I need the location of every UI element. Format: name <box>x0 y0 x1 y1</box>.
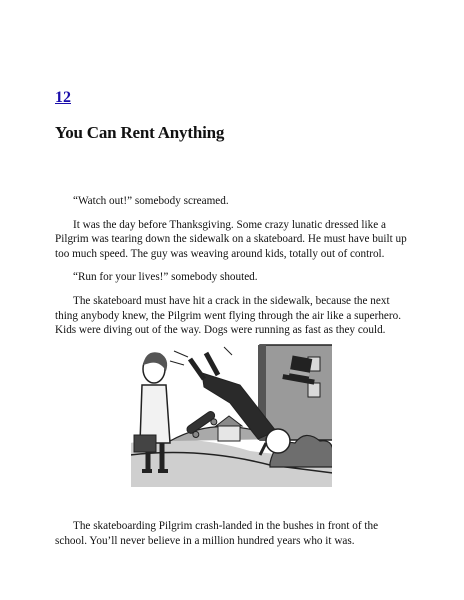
pilgrim-leg <box>206 353 218 375</box>
paragraph: “Run for your lives!” somebody shouted. <box>73 271 258 284</box>
body-text-bottom <box>55 519 411 557</box>
pilgrim-head <box>266 429 290 453</box>
pilgrim-skateboard-illustration <box>130 343 333 488</box>
building-window <box>308 383 320 397</box>
paragraph: The skateboard must have hit a crack in the sidewalk, because the next thing anybody knew, the Pilgrim went flying through the air like a superhero. Kids were diving out of the way. Dogs were running as fast as they could. <box>55 294 402 337</box>
chapter-number-link[interactable]: 12 <box>55 89 71 106</box>
motion-lines <box>170 347 232 365</box>
paragraph: It was the day before Thanksgiving. Some crazy lunatic dressed like a Pilgrim was tearing down the sidewalk on a skateboard. He must have built up too much speed. The guy was weaving around kids, totally out of control. <box>55 218 407 260</box>
body-text-top <box>55 194 411 347</box>
paragraph: The skateboarding Pilgrim crash-landed in the bushes in front of the school. You’ll never believe in a million hundred years who it was. <box>55 520 379 547</box>
briefcase <box>134 435 156 452</box>
pilgrim-leg <box>190 359 204 379</box>
kid-body <box>140 385 170 443</box>
house-roof <box>216 416 242 426</box>
house <box>218 425 240 441</box>
paragraph: “Watch out!” somebody screamed. <box>73 195 229 207</box>
chapter-title: You Can Rent Anything <box>55 123 225 142</box>
